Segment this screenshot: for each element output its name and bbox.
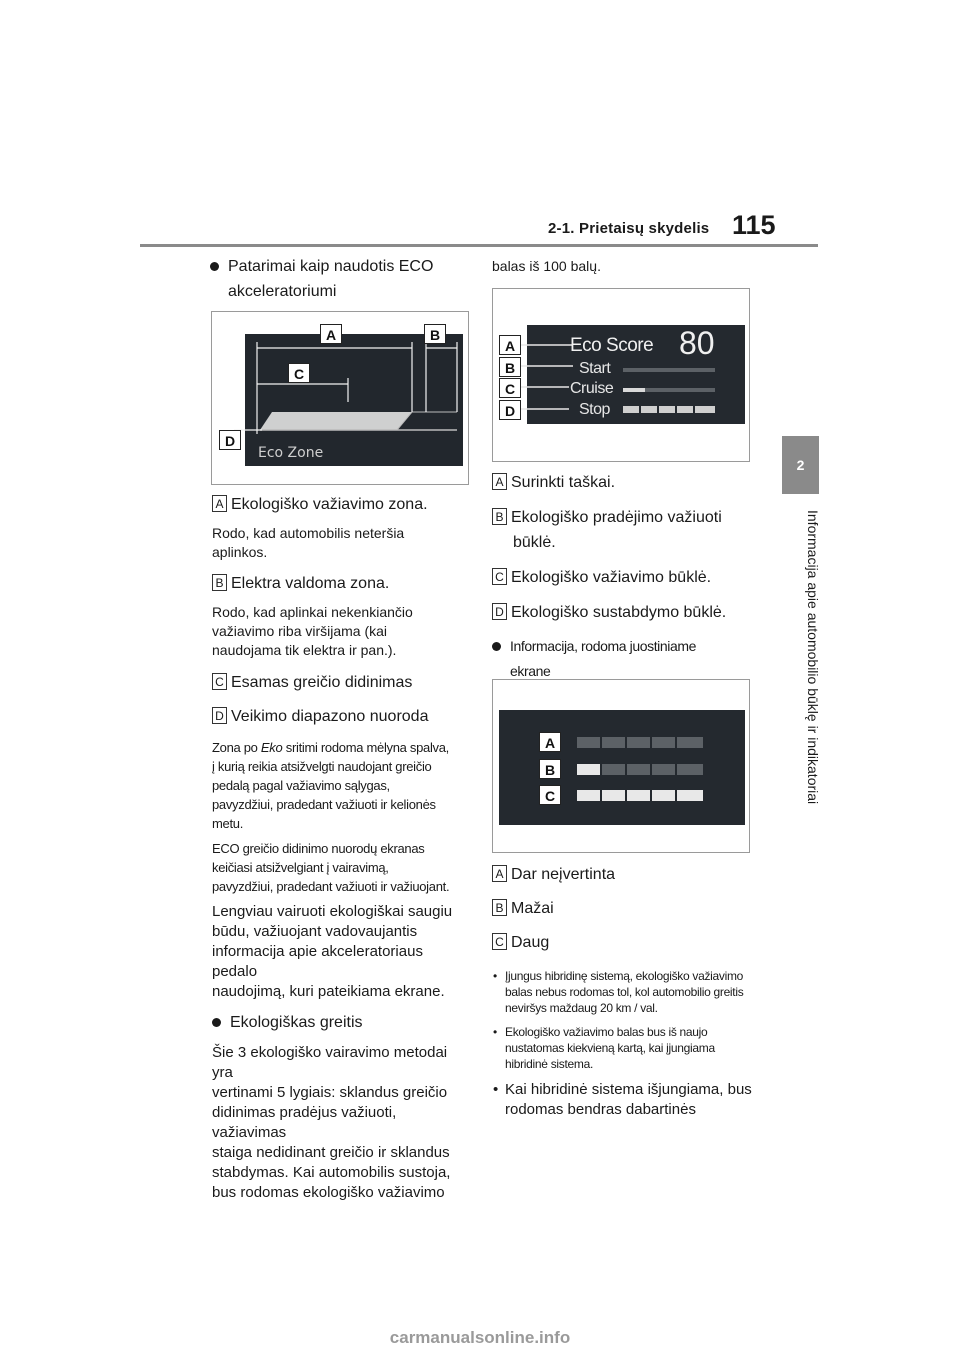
score-item-d: D Ekologiško sustabdymo būklė. [492,602,762,624]
sie-paragraph: Šie 3 ekologiško vairavimo metodai yra vertinami 5 lygiais: sklandus greičio didinimas pradėjus važiuoti, važiavimas staiga nedidinant greičio ir sklandus stabdymas. Kai automobilis sustoja, bus rodomas ekologiško važiavimo [212,1044,451,1201]
zona-paragraph: Zona po Eko sritimi rodoma mėlyna spalva, į kurią reikia atsižvelgti naudojant greičio pedalą pagal važiavimo sąlygas, pavyzdžiui, pradedant važiuoti ir kelionės metu. [212,740,449,831]
figure2-badge-b: B [499,357,521,377]
bar-display-illustration [493,680,749,852]
figure1-badge-a: A [320,324,342,344]
bullet-eco-speed: Ekologiškas greitis [212,1010,472,1035]
note-hybrid-off: • Kai hibridinė sistema išjungiama, bus rodomas bendras dabartinės [492,1080,762,1120]
bullet-bar-display: Informacija, rodoma juostiniame ekrane [492,634,762,684]
eco-score-row-start: Start [579,360,611,377]
eco-display-paragraph: ECO greičio didinimo nuorodų ekranas keičiasi atsižvelgiant į vairavimą, pavyzdžiui, pradedant važiuoti ir važiuojant. [212,841,450,894]
left-column-text [212,494,472,1203]
figure1-badge-c: C [288,363,310,383]
figure2-badge-a: A [499,335,521,355]
eco-score-illustration [493,289,749,461]
item-b-desc: Rodo, kad aplinkai nekenkiančio važiavimo riba viršijama (kai naudojama tik elektra ir pan.). [212,604,413,658]
bar-item-a: A Dar neįvertinta [492,864,762,886]
figure1-badge-b: B [424,324,446,344]
score-item-c: C Ekologiško važiavimo būklė. [492,567,762,589]
figure2-badge-c: C [499,378,521,398]
item-a-label: A Ekologiško važiavimo zona. [212,494,472,516]
figure3-badge-b: B [539,759,561,779]
eco-score-value: 80 [679,325,715,361]
figure-eco-score [492,288,750,462]
note-hybrid-start: • Įjungus hibridinę sistemą, ekologiško važiavimo balas nebus rodomas tol, kol automobilio greitis neviršys maždaug 20 km / val. [492,968,762,1016]
figure-eco-zone [211,311,469,485]
item-c-label: C Esamas greičio didinimas [212,672,472,694]
bar-item-b: B Mažai [492,898,762,920]
right-column-text [492,472,762,684]
item-a-desc: Rodo, kad automobilis neteršia aplinkos. [212,525,405,560]
score-item-a: A Surinkti taškai. [492,472,762,494]
figure3-badge-c: C [539,785,561,805]
eco-score-title: Eco Score [570,335,654,356]
section-title: 2-1. Prietaisų skydelis [548,220,710,237]
figure1-badge-d: D [219,430,241,450]
figure-bar-display [492,679,750,853]
chapter-tab: 2 [782,436,819,494]
balas-continuation: balas iš 100 balų. [492,258,601,274]
figure3-badge-a: A [539,732,561,752]
item-b-label: B Elektra valdoma zona. [212,573,472,595]
bar-item-c: C Daug [492,932,762,954]
note-score-reset: • Ekologiško važiavimo balas bus iš naujo nustatomas kiekvieną kartą, kai įjungiama hibridinė sistema. [492,1024,762,1072]
lengviau-paragraph: Lengviau vairuoti ekologiškai saugiu būdu, važiuojant vadovaujantis informacija apie akceleratoriaus pedalo naudojimą, kuri pateikiama ekrane. [212,903,453,1000]
chapter-title-vertical: Informacija apie automobilio būklę ir indikatoriai [805,510,821,805]
header-rule [140,244,818,247]
score-item-b: B Ekologiško pradėjimo važiuoti būklė. [492,507,762,554]
page-number: 115 [732,210,776,240]
eco-score-row-cruise: Cruise [570,380,614,397]
eco-score-row-stop: Stop [579,401,610,418]
left-bullet-eco-tips: Patarimai kaip naudotis ECO akceleratoriumi [210,254,470,304]
eco-zone-screen-text: Eco Zone [258,445,324,461]
right-column-text-2 [492,864,762,1120]
watermark: carmanualsonline.info [389,1328,571,1347]
item-d-label: D Veikimo diapazono nuoroda [212,706,472,728]
figure2-badge-d: D [499,400,521,420]
